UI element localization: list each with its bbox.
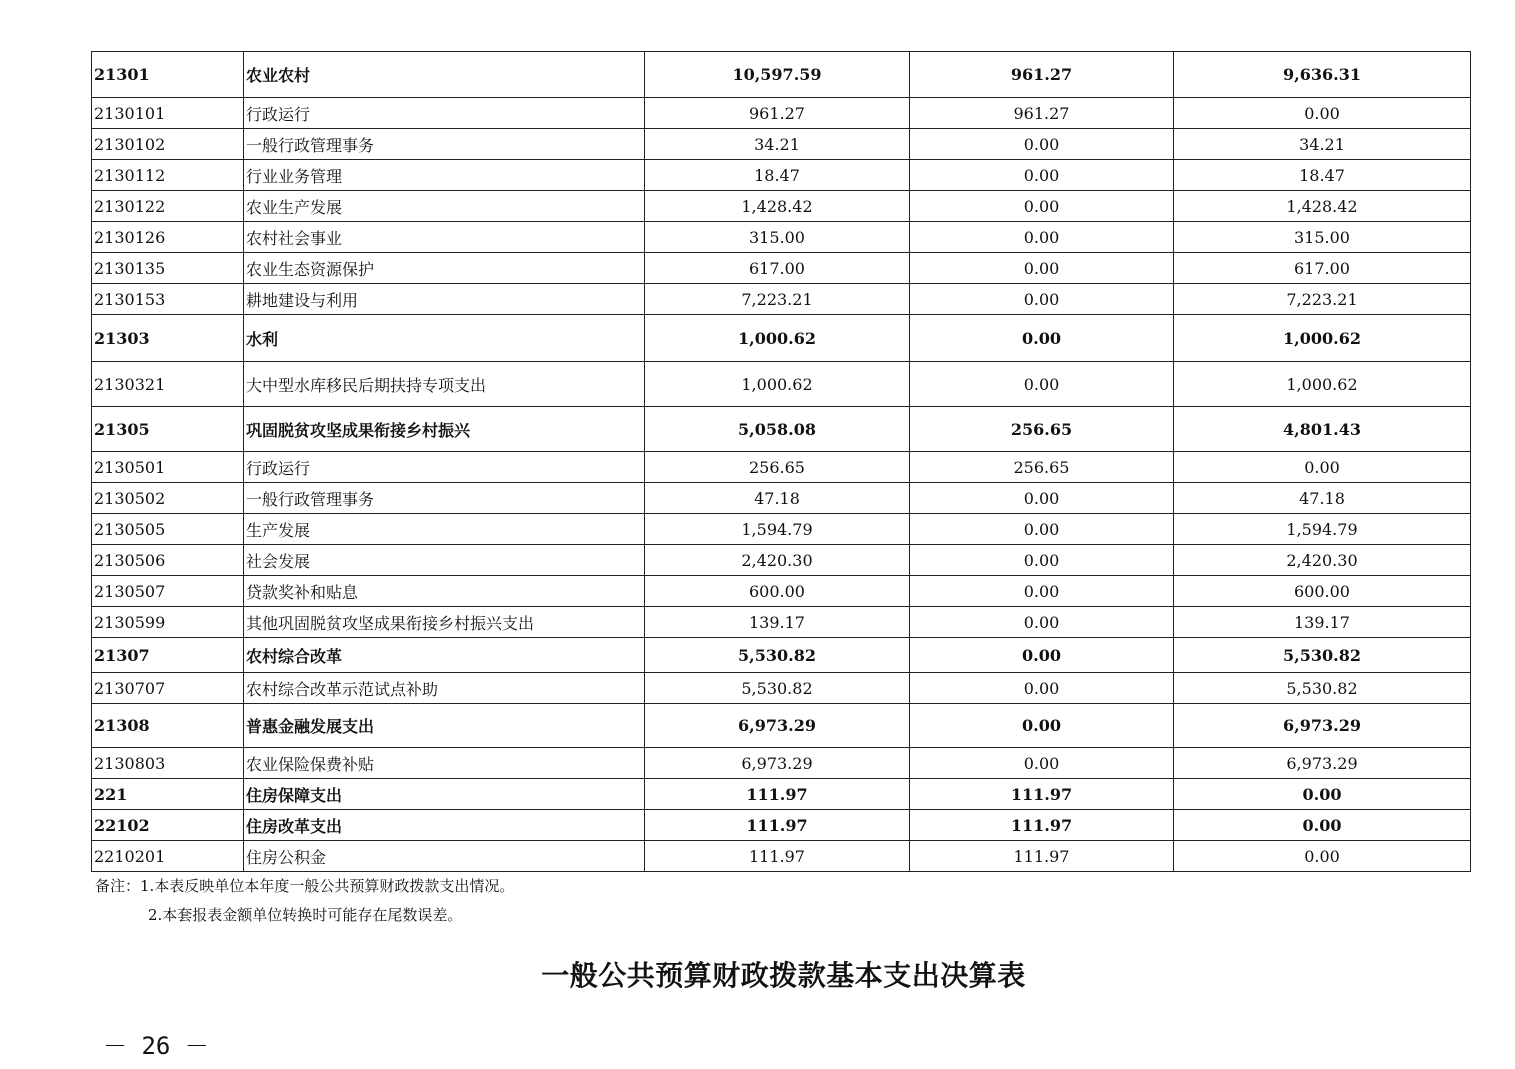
table-row xyxy=(92,545,1471,576)
table-row xyxy=(92,514,1471,545)
row-basic-amount: 256.65 xyxy=(910,407,1174,452)
row-code: 2130101 xyxy=(92,98,244,129)
table-row xyxy=(92,810,1471,841)
row-total-amount: 7,223.21 xyxy=(645,284,910,315)
row-basic-amount: 0.00 xyxy=(910,748,1174,779)
table-row xyxy=(92,704,1471,748)
next-section-title: 一般公共预算财政拨款基本支出决算表 xyxy=(541,959,1026,992)
row-basic-amount: 961.27 xyxy=(910,98,1174,129)
row-basic-amount: 0.00 xyxy=(910,191,1174,222)
row-name: 一般行政管理事务 xyxy=(244,129,645,160)
row-code: 2130126 xyxy=(92,222,244,253)
row-name: 一般行政管理事务 xyxy=(244,483,645,514)
row-name: 农村综合改革 xyxy=(244,638,645,673)
row-total-amount: 600.00 xyxy=(645,576,910,607)
row-code: 21308 xyxy=(92,704,244,748)
row-project-amount: 0.00 xyxy=(1174,452,1471,483)
row-name: 农业农村 xyxy=(244,52,645,98)
row-total-amount: 111.97 xyxy=(645,779,910,810)
row-project-amount: 0.00 xyxy=(1174,841,1471,872)
table-row xyxy=(92,452,1471,483)
row-total-amount: 1,000.62 xyxy=(645,315,910,362)
row-code: 2130507 xyxy=(92,576,244,607)
row-total-amount: 256.65 xyxy=(645,452,910,483)
row-project-amount: 4,801.43 xyxy=(1174,407,1471,452)
row-total-amount: 6,973.29 xyxy=(645,704,910,748)
row-project-amount: 600.00 xyxy=(1174,576,1471,607)
row-code: 2130112 xyxy=(92,160,244,191)
row-basic-amount: 0.00 xyxy=(910,638,1174,673)
row-project-amount: 5,530.82 xyxy=(1174,673,1471,704)
table-row xyxy=(92,483,1471,514)
row-code: 221 xyxy=(92,779,244,810)
row-name: 农村社会事业 xyxy=(244,222,645,253)
table-row xyxy=(92,191,1471,222)
row-basic-amount: 0.00 xyxy=(910,129,1174,160)
row-project-amount: 6,973.29 xyxy=(1174,748,1471,779)
row-total-amount: 315.00 xyxy=(645,222,910,253)
row-basic-amount: 111.97 xyxy=(910,810,1174,841)
row-total-amount: 111.97 xyxy=(645,810,910,841)
row-project-amount: 47.18 xyxy=(1174,483,1471,514)
table-row xyxy=(92,607,1471,638)
row-total-amount: 111.97 xyxy=(645,841,910,872)
table-row xyxy=(92,98,1471,129)
row-name: 行政运行 xyxy=(244,98,645,129)
row-code: 2130153 xyxy=(92,284,244,315)
row-basic-amount: 0.00 xyxy=(910,673,1174,704)
row-basic-amount: 0.00 xyxy=(910,545,1174,576)
table-row xyxy=(92,673,1471,704)
row-project-amount: 6,973.29 xyxy=(1174,704,1471,748)
row-code: 2130505 xyxy=(92,514,244,545)
row-project-amount: 1,000.62 xyxy=(1174,315,1471,362)
table-row xyxy=(92,576,1471,607)
row-name: 生产发展 xyxy=(244,514,645,545)
table-row xyxy=(92,284,1471,315)
row-basic-amount: 0.00 xyxy=(910,222,1174,253)
row-project-amount: 1,428.42 xyxy=(1174,191,1471,222)
row-name: 水利 xyxy=(244,315,645,362)
table-row xyxy=(92,160,1471,191)
table-row xyxy=(92,52,1471,98)
table-row xyxy=(92,407,1471,452)
row-code: 21307 xyxy=(92,638,244,673)
row-total-amount: 1,594.79 xyxy=(645,514,910,545)
row-name: 农业保险保费补贴 xyxy=(244,748,645,779)
row-project-amount: 1,594.79 xyxy=(1174,514,1471,545)
table-row xyxy=(92,638,1471,673)
row-project-amount: 0.00 xyxy=(1174,779,1471,810)
row-basic-amount: 0.00 xyxy=(910,253,1174,284)
row-name: 行业业务管理 xyxy=(244,160,645,191)
row-project-amount: 18.47 xyxy=(1174,160,1471,191)
footnotes xyxy=(95,872,514,930)
row-total-amount: 139.17 xyxy=(645,607,910,638)
row-name: 社会发展 xyxy=(244,545,645,576)
row-project-amount: 0.00 xyxy=(1174,98,1471,129)
row-code: 2130135 xyxy=(92,253,244,284)
row-code: 2130707 xyxy=(92,673,244,704)
row-basic-amount: 961.27 xyxy=(910,52,1174,98)
row-code: 21301 xyxy=(92,52,244,98)
row-code: 2210201 xyxy=(92,841,244,872)
row-code: 21303 xyxy=(92,315,244,362)
row-name: 农村综合改革示范试点补助 xyxy=(244,673,645,704)
table-row xyxy=(92,253,1471,284)
table-row xyxy=(92,841,1471,872)
row-project-amount: 0.00 xyxy=(1174,810,1471,841)
row-basic-amount: 0.00 xyxy=(910,514,1174,545)
row-name: 贷款奖补和贴息 xyxy=(244,576,645,607)
footnote-2: 2.本套报表金额单位转换时可能存在尾数误差。 xyxy=(148,906,463,924)
table-row xyxy=(92,779,1471,810)
table-row xyxy=(92,129,1471,160)
row-total-amount: 961.27 xyxy=(645,98,910,129)
row-name: 耕地建设与利用 xyxy=(244,284,645,315)
row-name: 大中型水库移民后期扶持专项支出 xyxy=(244,362,645,407)
row-name: 行政运行 xyxy=(244,452,645,483)
row-project-amount: 9,636.31 xyxy=(1174,52,1471,98)
row-basic-amount: 0.00 xyxy=(910,160,1174,191)
row-basic-amount: 0.00 xyxy=(910,362,1174,407)
table-row xyxy=(92,222,1471,253)
row-total-amount: 47.18 xyxy=(645,483,910,514)
row-basic-amount: 111.97 xyxy=(910,841,1174,872)
row-basic-amount: 0.00 xyxy=(910,315,1174,362)
row-total-amount: 5,058.08 xyxy=(645,407,910,452)
row-name: 其他巩固脱贫攻坚成果衔接乡村振兴支出 xyxy=(244,607,645,638)
row-code: 2130803 xyxy=(92,748,244,779)
row-code: 2130506 xyxy=(92,545,244,576)
row-name: 普惠金融发展支出 xyxy=(244,704,645,748)
row-project-amount: 1,000.62 xyxy=(1174,362,1471,407)
row-name: 农业生态资源保护 xyxy=(244,253,645,284)
footnote-1: 备注：1.本表反映单位本年度一般公共预算财政拨款支出情况。 xyxy=(95,877,515,895)
row-code: 2130102 xyxy=(92,129,244,160)
table-row xyxy=(92,362,1471,407)
row-code: 2130321 xyxy=(92,362,244,407)
row-basic-amount: 111.97 xyxy=(910,779,1174,810)
row-project-amount: 34.21 xyxy=(1174,129,1471,160)
row-basic-amount: 0.00 xyxy=(910,704,1174,748)
row-name: 住房公积金 xyxy=(244,841,645,872)
row-basic-amount: 0.00 xyxy=(910,483,1174,514)
row-project-amount: 315.00 xyxy=(1174,222,1471,253)
row-code: 21305 xyxy=(92,407,244,452)
row-basic-amount: 256.65 xyxy=(910,452,1174,483)
row-project-amount: 5,530.82 xyxy=(1174,638,1471,673)
row-name: 农业生产发展 xyxy=(244,191,645,222)
row-code: 2130502 xyxy=(92,483,244,514)
row-name: 住房改革支出 xyxy=(244,810,645,841)
table-body xyxy=(92,52,1471,872)
row-basic-amount: 0.00 xyxy=(910,576,1174,607)
row-total-amount: 6,973.29 xyxy=(645,748,910,779)
budget-expenditure-table xyxy=(91,51,1471,872)
row-basic-amount: 0.00 xyxy=(910,284,1174,315)
row-total-amount: 18.47 xyxy=(645,160,910,191)
table-row xyxy=(92,748,1471,779)
page-number: － 26 － xyxy=(103,1032,209,1060)
row-total-amount: 617.00 xyxy=(645,253,910,284)
row-project-amount: 617.00 xyxy=(1174,253,1471,284)
row-total-amount: 5,530.82 xyxy=(645,638,910,673)
row-basic-amount: 0.00 xyxy=(910,607,1174,638)
row-code: 2130122 xyxy=(92,191,244,222)
row-total-amount: 10,597.59 xyxy=(645,52,910,98)
row-total-amount: 1,428.42 xyxy=(645,191,910,222)
row-code: 22102 xyxy=(92,810,244,841)
row-code: 2130501 xyxy=(92,452,244,483)
row-total-amount: 5,530.82 xyxy=(645,673,910,704)
row-code: 2130599 xyxy=(92,607,244,638)
row-project-amount: 2,420.30 xyxy=(1174,545,1471,576)
row-project-amount: 7,223.21 xyxy=(1174,284,1471,315)
row-name: 住房保障支出 xyxy=(244,779,645,810)
row-name: 巩固脱贫攻坚成果衔接乡村振兴 xyxy=(244,407,645,452)
row-total-amount: 34.21 xyxy=(645,129,910,160)
row-total-amount: 1,000.62 xyxy=(645,362,910,407)
row-total-amount: 2,420.30 xyxy=(645,545,910,576)
table-row xyxy=(92,315,1471,362)
row-project-amount: 139.17 xyxy=(1174,607,1471,638)
